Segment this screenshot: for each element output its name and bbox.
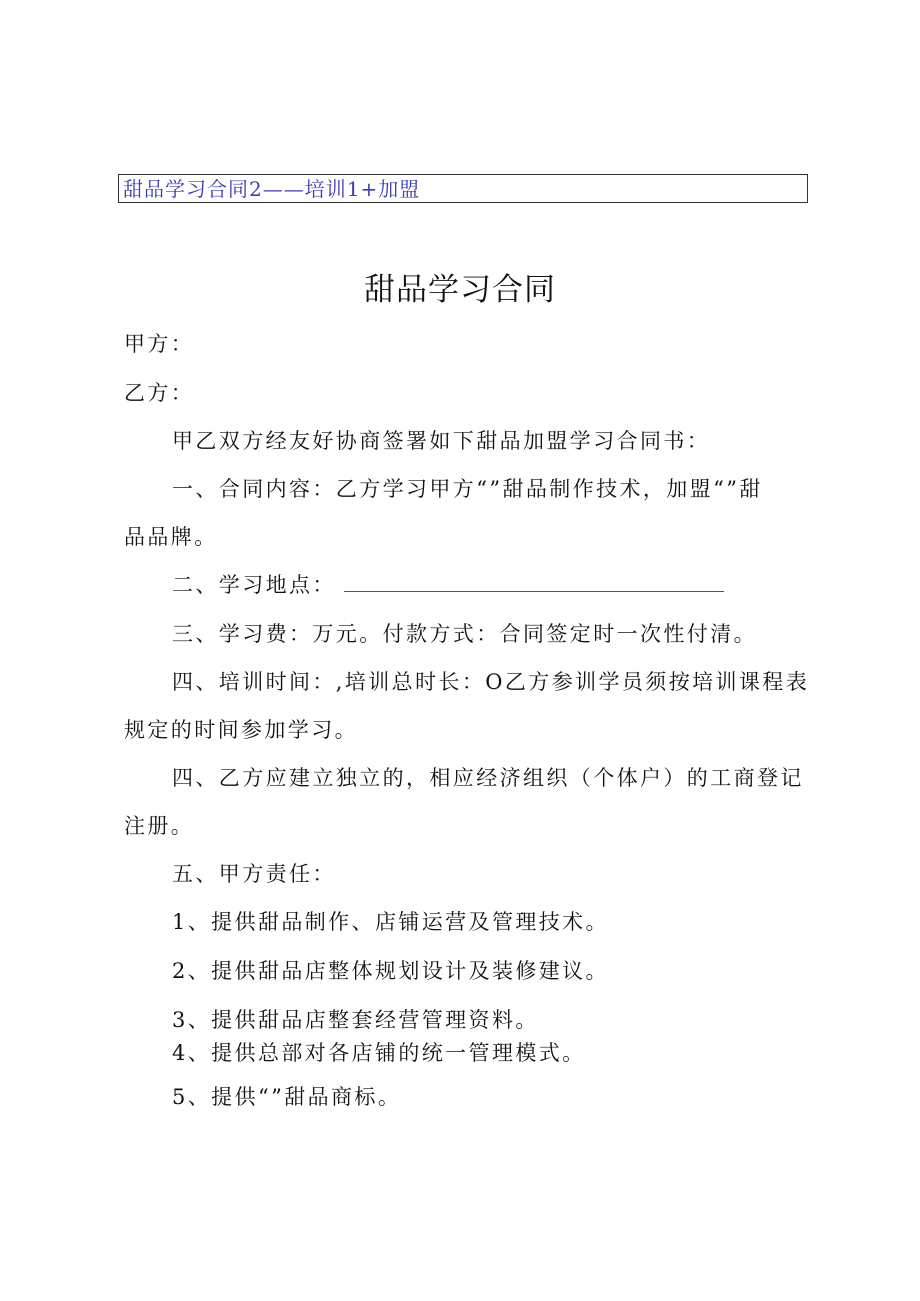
responsibility-item-5: 5、提供“”甜品商标。: [172, 1085, 402, 1109]
clause-5-heading: 五、甲方责任：: [172, 862, 336, 886]
document-header-text: 甜品学习合同2——培训1+加盟: [123, 177, 421, 201]
intro-paragraph: 甲乙双方经友好协商签署如下甜品加盟学习合同书：: [172, 429, 711, 453]
responsibility-item-2: 2、提供甜品店整体规划设计及装修建议。: [172, 959, 609, 983]
location-blank-line: [344, 573, 724, 592]
clause-1-line-1: 一、合同内容：乙方学习甲方“”甜品制作技术，加盟“”甜: [172, 477, 763, 501]
responsibility-item-4: 4、提供总部对各店铺的统一管理模式。: [172, 1041, 586, 1065]
party-b-label: 乙方：: [124, 381, 195, 405]
clause-2-label: 二、学习地点：: [172, 573, 336, 597]
responsibility-item-3: 3、提供甜品店整套经营管理资料。: [172, 1008, 539, 1032]
clause-1-line-2: 品品牌。: [124, 525, 218, 549]
clause-4b-line-2: 注册。: [124, 814, 195, 838]
document-title: 甜品学习合同: [364, 272, 556, 308]
party-a-label: 甲方：: [124, 332, 195, 356]
clause-4-line-1: 四、培训时间：,培训总时长：O乙方参训学员须按培训课程表: [172, 670, 810, 694]
clause-3: 三、学习费：万元。付款方式：合同签定时一次性付清。: [172, 622, 757, 646]
clause-4-line-2: 规定的时间参加学习。: [124, 718, 358, 742]
clause-2: [172, 571, 724, 599]
document-header-box: [118, 174, 808, 203]
responsibility-item-1: 1、提供甜品制作、店铺运营及管理技术。: [172, 910, 609, 934]
clause-4b-line-1: 四、乙方应建立独立的，相应经济组织（个体户）的工商登记: [172, 766, 804, 790]
